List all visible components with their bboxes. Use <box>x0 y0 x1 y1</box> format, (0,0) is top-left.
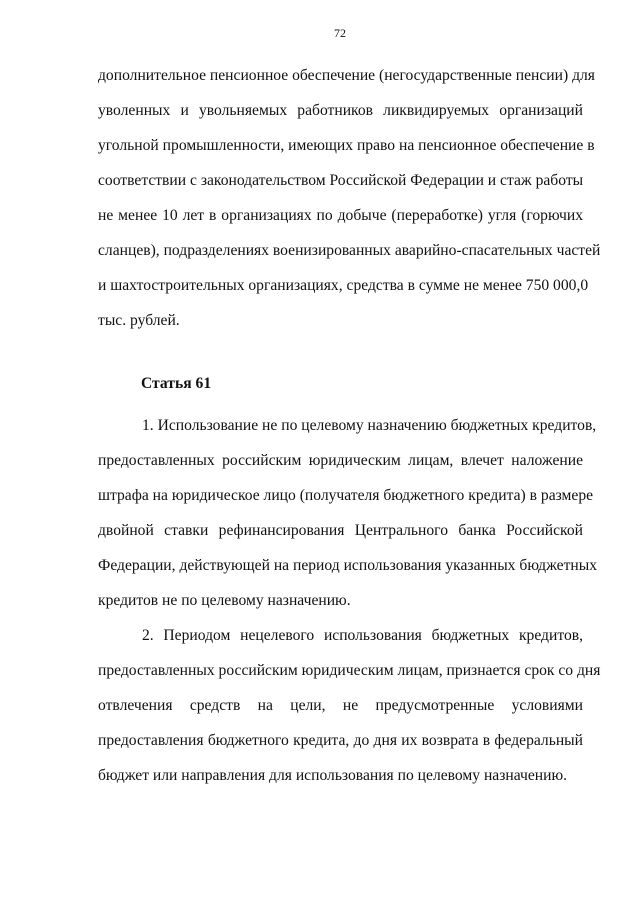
text-line: дополнительное пенсионное обеспечение (негосударственные пенсии) для <box>98 67 595 84</box>
text-line: 2. Периодом нецелевого использования бюджетных кредитов, <box>142 627 583 644</box>
article-paragraph-2 <box>98 618 601 793</box>
text-line: 1. Использование не по целевому назначению бюджетных кредитов, <box>142 417 597 434</box>
text-line: предоставления бюджетного кредита, до дня их возврата в федеральный <box>98 732 583 749</box>
text-line: предоставленных российским юридическим лицам, влечет наложение <box>98 452 583 469</box>
article-paragraph-1 <box>98 408 598 618</box>
text-line: соответствии с законодательством Российской Федерации и стаж работы <box>98 172 584 189</box>
text-line: штрафа на юридическое лицо (получателя бюджетного кредита) в размере <box>98 487 594 504</box>
article-heading: Статья 61 <box>141 375 212 392</box>
text-line: сланцев), подразделениях военизированных аварийно-спасательных частей <box>98 242 601 259</box>
text-line: кредитов не по целевому назначению. <box>98 592 351 609</box>
text-line: угольной промышленности, имеющих право на пенсионное обеспечение в <box>98 137 595 154</box>
text-line: Федерации, действующей на период использования указанных бюджетных <box>98 557 598 574</box>
page-number: 72 <box>334 26 346 40</box>
text-line: отвлечения средств на цели, не предусмотренные условиями <box>98 697 583 714</box>
intro-paragraph <box>98 58 601 338</box>
text-line: уволенных и увольняемых работников ликвидируемых организаций <box>98 102 583 119</box>
text-line: двойной ставки рефинансирования Центрального банка Российской <box>98 522 583 539</box>
text-line: предоставленных российским юридическим лицам, признается срок со дня <box>98 662 601 679</box>
text-line: и шахтостроительных организациях, средства в сумме не менее 750 000,0 <box>98 277 589 294</box>
text-line: тыс. рублей. <box>98 312 180 329</box>
text-line: бюджет или направления для использования по целевому назначению. <box>98 767 568 784</box>
text-line: не менее 10 лет в организациях по добыче (переработке) угля (горючих <box>98 207 583 224</box>
